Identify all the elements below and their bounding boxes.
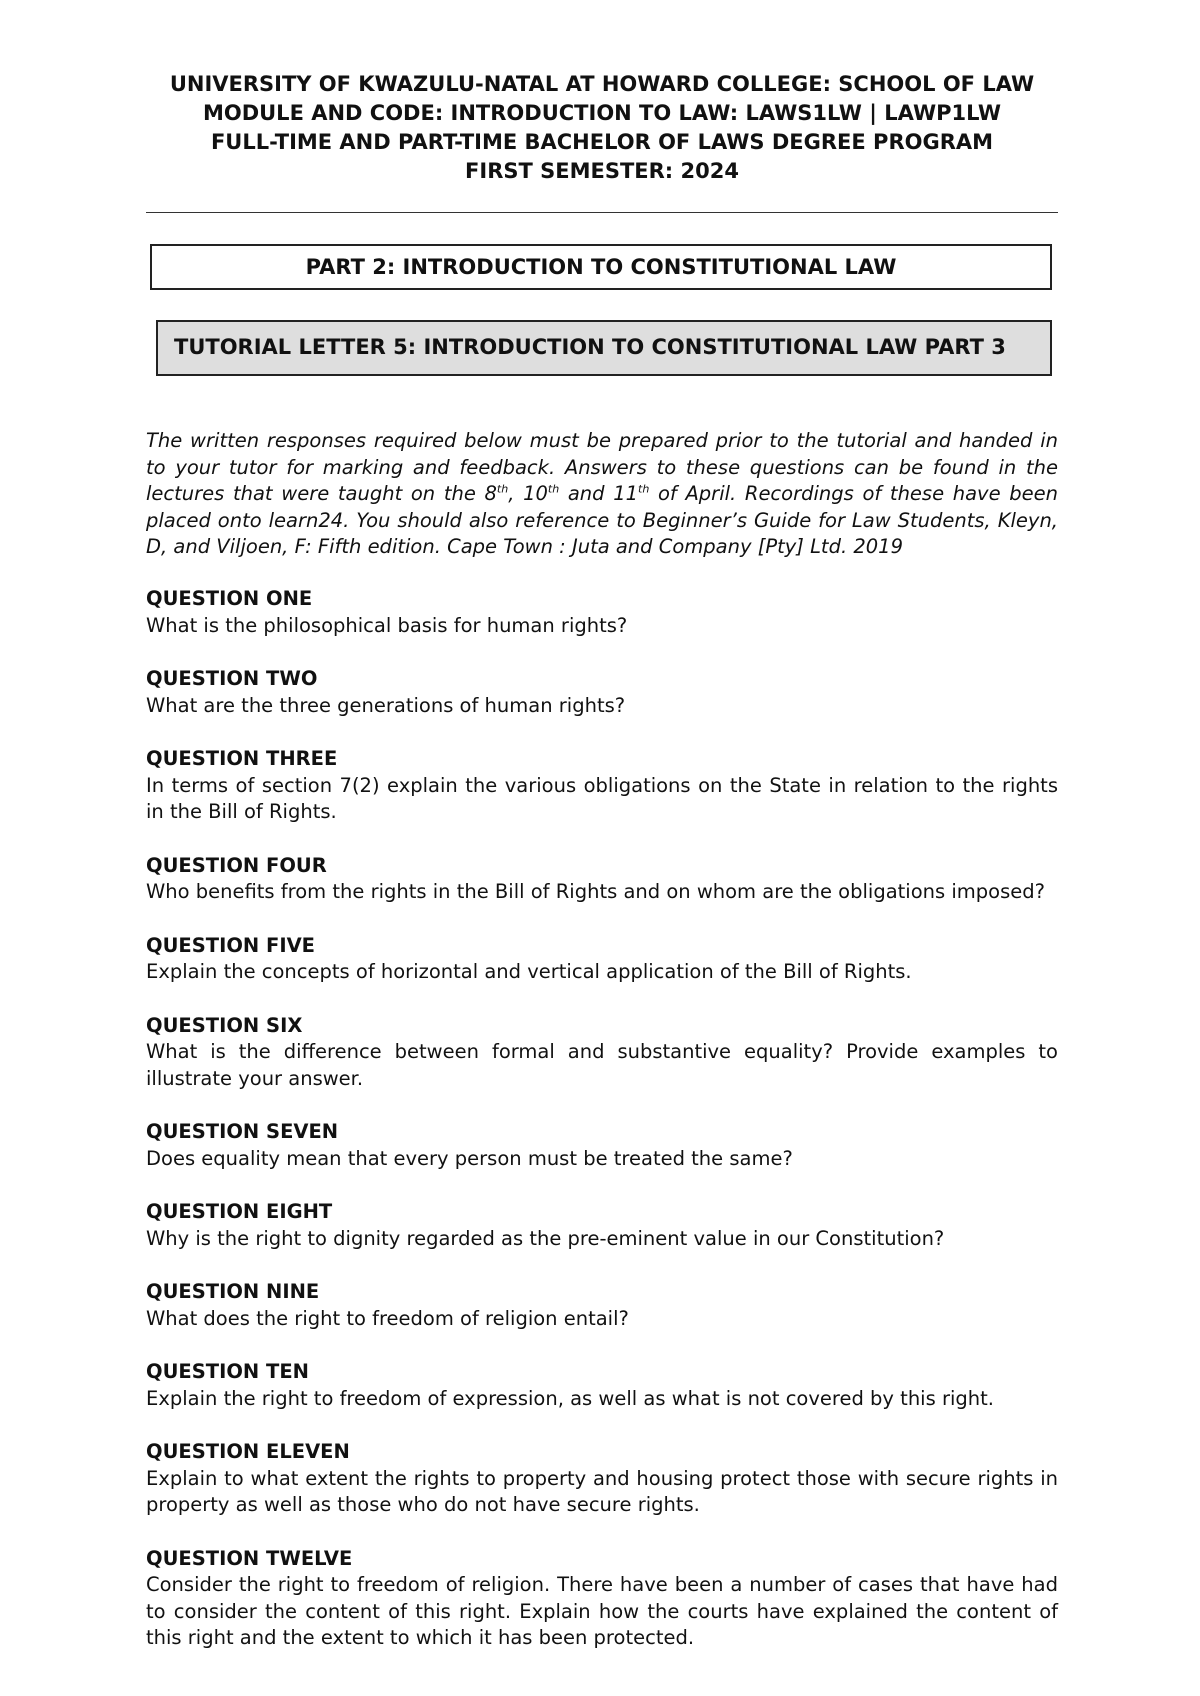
question-heading: QUESTION SIX	[146, 1013, 303, 1037]
part-title-box: PART 2: INTRODUCTION TO CONSTITUTIONAL LAW	[150, 244, 1052, 290]
instructions-text-d: of April. Recordings of these have been placed onto learn24. You should also reference to Beginner’s Guide for Law Students, Kleyn, D, and Viljoen, F: Fifth edition. Cape Town : Juta and Company [Pty] Ltd. 2019	[146, 482, 1058, 558]
header-university: UNIVERSITY OF KWAZULU-NATAL AT HOWARD COLLEGE: SCHOOL OF LAW	[169, 72, 1035, 96]
question-text: Why is the right to dignity regarded as the pre-eminent value in our Constitution?	[146, 1226, 945, 1250]
ordinal-suffix: th	[496, 482, 509, 496]
question-text: Explain the concepts of horizontal and vertical application of the Bill of Rights.	[146, 960, 912, 983]
question-text: Who benefits from the rights in the Bill of Rights and on whom are the obligations imposed?	[146, 880, 1045, 903]
header-module: MODULE AND CODE: INTRODUCTION TO LAW: LAWS1LW | LAWP1LW	[202, 101, 1002, 125]
question-text: Explain the right to freedom of expression, as well as what is not covered by this right.	[146, 1386, 994, 1410]
ordinal-suffix: th	[638, 482, 650, 496]
question-item	[146, 1359, 1058, 1412]
document-header	[146, 70, 1058, 186]
question-text: Does equality mean that every person must be treated the same?	[146, 1146, 793, 1170]
question-heading: QUESTION FOUR	[146, 853, 327, 877]
question-item	[146, 746, 1058, 826]
questions-list	[146, 586, 1058, 1652]
question-text: What does the right to freedom of religion entail?	[146, 1306, 629, 1330]
question-text: What is the difference between formal and substantive equality? Provide examples to illustrate your answer.	[146, 1040, 1058, 1090]
question-text: What is the philosophical basis for human rights?	[146, 613, 628, 637]
question-heading: QUESTION SEVEN	[146, 1120, 339, 1143]
question-heading: QUESTION NINE	[146, 1280, 320, 1303]
instructions-text-b: , 10	[508, 482, 548, 505]
question-text: Explain to what extent the rights to property and housing protect those with secure rights in property as well as those who do not have secure rights.	[146, 1466, 1058, 1516]
question-heading: QUESTION ELEVEN	[146, 1440, 350, 1463]
instructions-text-c: and 11	[559, 482, 639, 505]
question-heading: QUESTION TEN	[146, 1360, 309, 1383]
question-item	[146, 933, 1058, 986]
question-item	[146, 1546, 1058, 1652]
question-item	[146, 1119, 1058, 1172]
question-text: Consider the right to freedom of religion. There have been a number of cases that have had to consider the content of this right. Explain how the courts have explained the content of this right and the extent to which it has been protected.	[146, 1573, 1058, 1649]
question-item	[146, 1013, 1058, 1093]
instructions-paragraph	[146, 428, 1058, 561]
question-text: In terms of section 7(2) explain the various obligations on the State in relation to the rights in the Bill of Rights.	[146, 773, 1058, 823]
question-heading: QUESTION THREE	[146, 747, 338, 770]
question-heading: QUESTION FIVE	[146, 933, 316, 957]
question-heading: QUESTION ONE	[146, 587, 313, 610]
question-heading: QUESTION EIGHT	[146, 1200, 333, 1223]
question-item	[146, 853, 1058, 906]
question-item	[146, 586, 1058, 639]
header-semester: FIRST SEMESTER: 2024	[465, 159, 739, 183]
question-heading: QUESTION TWO	[146, 667, 318, 690]
ordinal-suffix: th	[547, 482, 560, 496]
question-item	[146, 1439, 1058, 1519]
question-heading: QUESTION TWELVE	[146, 1546, 353, 1570]
instructions-text-a: The written responses required below must be prepared prior to the tutorial and handed in to your tutor for marking and feedback. Answers to these questions can be found in the lectures that were taught on the 8	[146, 429, 1058, 505]
question-text: What are the three generations of human rights?	[146, 693, 626, 717]
tutorial-title-box: TUTORIAL LETTER 5: INTRODUCTION TO CONSTITUTIONAL LAW PART 3	[156, 320, 1052, 376]
question-item	[146, 666, 1058, 719]
question-item	[146, 1199, 1058, 1252]
header-program: FULL-TIME AND PART-TIME BACHELOR OF LAWS DEGREE PROGRAM	[210, 130, 994, 154]
header-divider	[146, 212, 1058, 213]
question-item	[146, 1279, 1058, 1332]
